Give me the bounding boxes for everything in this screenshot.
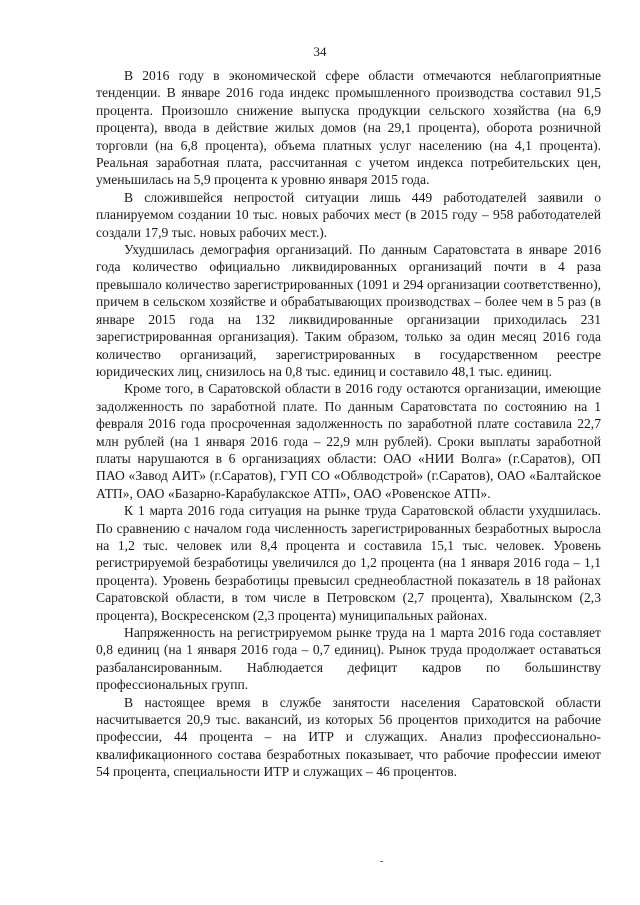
- scan-mark: -: [380, 856, 384, 867]
- paragraph-new-jobs: В сложившейся непростой ситуации лишь 449 работодателей заявили о планируемом создании 10 тыс. новых рабочих мест (в 2015 году – 958 работодателей создали 17,9 тыс. новых рабочих мест.).: [96, 189, 601, 240]
- paragraph-market-tension: Напряженность на регистрируемом рынке труда на 1 марта 2016 года составляет 0,8 единиц (на 1 января 2016 года – 0,7 единиц). Рынок труда продолжает оставаться разбалансированным. Наблюдается дефицит кадров по большинству профессиональных групп.: [96, 625, 601, 693]
- document-body: [96, 67, 601, 781]
- paragraph-economic-trends: В 2016 году в экономической сфере области отмечаются неблагоприятные тенденции. В январе 2016 года индекс промышленного производства составил 91,5 процента. Произошло снижение выпуска продукции сельского хозяйства (на 6,9 процента), ввода в действие жилых домов (на 29,1 процента), оборота розничной торговли (на 6,8 процента), объема платных услуг населению (на 4,1 процента). Реальная заработная плата, рассчитанная с учетом индекса потребительских цен, уменьшилась на 5,9 процента к уровню января 2015 года.: [96, 68, 601, 188]
- paragraph-labor-market: К 1 марта 2016 года ситуация на рынке труда Саратовской области ухудшилась. По сравнению с началом года численность зарегистрированных безработных выросла на 1,2 тыс. человек или 8,4 процента и составила 15,1 тыс. человек. Уровень регистрируемой безработицы увеличился до 1,2 процента (на 1 января 2016 года – 1,1 процента). Уровень безработицы превысил среднеобластной показатель в 18 районах Саратовской области, в том числе в Петровском (2,7 процента), Хвалынском (2,3 процента), Воскресенском (2,3 процента) муниципальных районах.: [96, 503, 601, 623]
- paragraph-wage-arrears: Кроме того, в Саратовской области в 2016 году остаются организации, имеющие задолженность по заработной плате. По данным Саратовстата по состоянию на 1 февраля 2016 года просроченная задолженность по заработной плате составила 22,7 млн рублей (на 1 января 2016 года – 22,9 млн рублей). Сроки выплаты заработной платы нарушаются в 6 организациях области: ОАО «НИИ Волга» (г.Саратов), ОП ПАО «Завод АИТ» (г.Саратов), ГУП СО «Облводстрой» (г.Саратов), ОАО «Балтайское АТП», ОАО «Базарно-Карабулакское АТП», ОАО «Ровенское АТП».: [96, 381, 601, 501]
- paragraph-organization-demography: Ухудшилась демография организаций. По данным Саратовстата в январе 2016 года количество официально ликвидированных организаций почти в 4 раза превышало количество зарегистрированных (1091 и 294 организации соответственно), причем в сельском хозяйстве и обрабатывающих производствах – более чем в 5 раз (в январе 2015 года на 132 ликвидированные организации приходилась 231 зарегистрированная организация). Таким образом, только за один месяц 2016 года количество организаций, зарегистрированных в государственном реестре юридических лиц, снизилось на 0,8 тыс. единиц и составило 48,1 тыс. единиц.: [96, 242, 601, 379]
- page-number: 34: [313, 44, 327, 59]
- paragraph-vacancies: В настоящее время в службе занятости населения Саратовской области насчитывается 20,9 тыс. вакансий, из которых 56 процентов приходится на рабочие профессии, 44 процента – на ИТР и служащих. Анализ профессионально-квалификационного состава безработных показывает, что рабочие профессии имеют 54 процента, специальности ИТР и служащих – 46 процентов.: [96, 694, 601, 780]
